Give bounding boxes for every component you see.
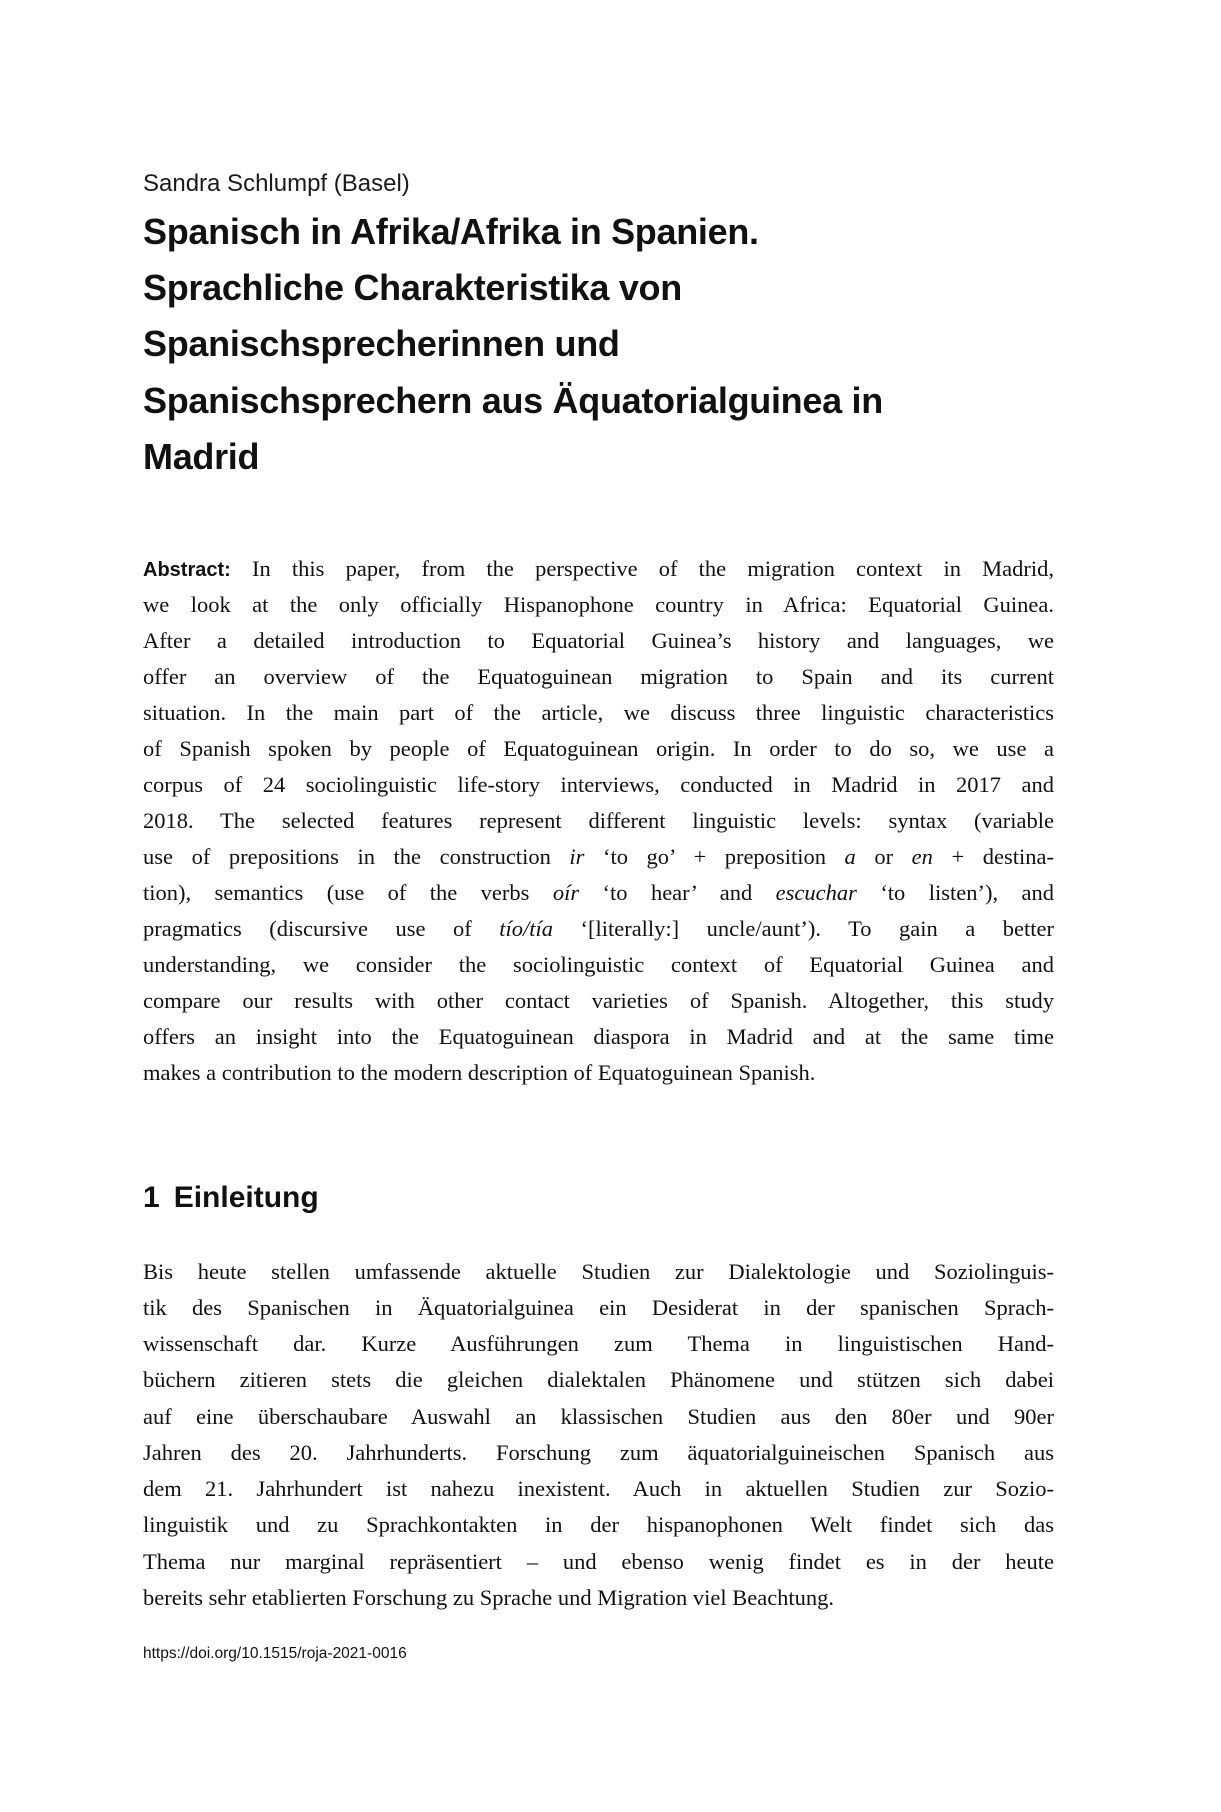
italic-term: escuchar [775, 880, 857, 905]
abstract-text: pragmatics (discursive use of [143, 916, 500, 941]
abstract-text: ‘to go’ + preposition [584, 844, 845, 869]
body-line: tik des Spanischen in Äquatorialguinea ein Desiderat in der spanischen Sprach- [143, 1295, 1054, 1320]
abstract-line: compare our results with other contact varieties of Spanish. Altogether, this study [143, 988, 1054, 1013]
doi-link[interactable]: https://doi.org/10.1515/roja-2021-0016 [143, 1645, 407, 1662]
italic-term: oír [552, 880, 580, 905]
section-heading [143, 1180, 319, 1216]
abstract-line [143, 555, 1054, 584]
abstract-line [143, 879, 1054, 907]
italic-term: en [911, 844, 933, 869]
abstract-text: use of prepositions in the construction [143, 844, 570, 869]
section-number: 1 [143, 1181, 160, 1214]
italic-term: a [844, 844, 856, 869]
abstract-line: of Spanish spoken by people of Equatoguinean origin. In order to do so, we use a [143, 736, 1054, 761]
abstract-line: situation. In the main part of the article, we discuss three linguistic characteristics [143, 700, 1054, 725]
abstract-line: makes a contribution to the modern description of Equatoguinean Spanish. [143, 1060, 816, 1085]
abstract-text: ‘to hear’ and [579, 880, 776, 905]
abstract-text: In this paper, from the perspective of the migration context in Madrid, [230, 556, 1054, 581]
body-line: Jahren des 20. Jahrhunderts. Forschung zum äquatorialguineischen Spanisch aus [143, 1440, 1054, 1465]
abstract-text: or [855, 844, 912, 869]
abstract-line: After a detailed introduction to Equatorial Guinea’s history and languages, we [143, 628, 1054, 653]
title-line: Spanisch in Afrika/Afrika in Spanien. [143, 211, 759, 252]
italic-term: tío/tía [499, 916, 553, 941]
body-line: bereits sehr etablierten Forschung zu Sprache und Migration viel Beachtung. [143, 1585, 835, 1610]
abstract-line: we look at the only officially Hispanophone country in Africa: Equatorial Guinea. [143, 592, 1054, 617]
body-line: wissenschaft dar. Kurze Ausführungen zum Thema in linguistischen Hand- [143, 1331, 1054, 1356]
abstract-text: tion), semantics (use of the verbs [143, 880, 553, 905]
italic-term: ir [569, 844, 585, 869]
abstract-line: 2018. The selected features represent different linguistic levels: syntax (variable [143, 808, 1054, 833]
author-line: Sandra Schlumpf (Basel) [143, 170, 410, 197]
abstract-line [143, 915, 1054, 943]
abstract-text: ‘to listen’), and [856, 880, 1054, 905]
abstract-line: corpus of 24 sociolinguistic life-story interviews, conducted in Madrid in 2017 and [143, 772, 1054, 797]
title-line: Sprachliche Charakteristika von [143, 267, 682, 308]
abstract-label: Abstract: [143, 559, 231, 581]
title-line: Spanischsprechern aus Äquatorialguinea in [143, 380, 883, 421]
title-line: Madrid [143, 436, 260, 477]
section-title: Einleitung [173, 1181, 319, 1214]
body-line: Bis heute stellen umfassende aktuelle Studien zur Dialektologie und Soziolinguis- [143, 1259, 1054, 1284]
body-line: Thema nur marginal repräsentiert – und ebenso wenig findet es in der heute [143, 1549, 1054, 1574]
title-line: Spanischsprecherinnen und [143, 323, 620, 364]
abstract-line: offers an insight into the Equatoguinean diaspora in Madrid and at the same time [143, 1024, 1054, 1049]
abstract-line: understanding, we consider the sociolinguistic context of Equatorial Guinea and [143, 952, 1054, 977]
abstract-line: offer an overview of the Equatoguinean migration to Spain and its current [143, 664, 1054, 689]
abstract-text: ‘[literally:] uncle/aunt’). To gain a better [552, 916, 1054, 941]
body-line: büchern zitieren stets die gleichen dialektalen Phänomene und stützen sich dabei [143, 1367, 1054, 1392]
body-line: auf eine überschaubare Auswahl an klassischen Studien aus den 80er und 90er [143, 1404, 1054, 1429]
body-line: linguistik und zu Sprachkontakten in der hispanophonen Welt findet sich das [143, 1512, 1054, 1537]
abstract-text: + destina- [932, 844, 1054, 869]
body-line: dem 21. Jahrhundert ist nahezu inexistent. Auch in aktuellen Studien zur Sozio- [143, 1476, 1054, 1501]
abstract-line [143, 843, 1054, 871]
